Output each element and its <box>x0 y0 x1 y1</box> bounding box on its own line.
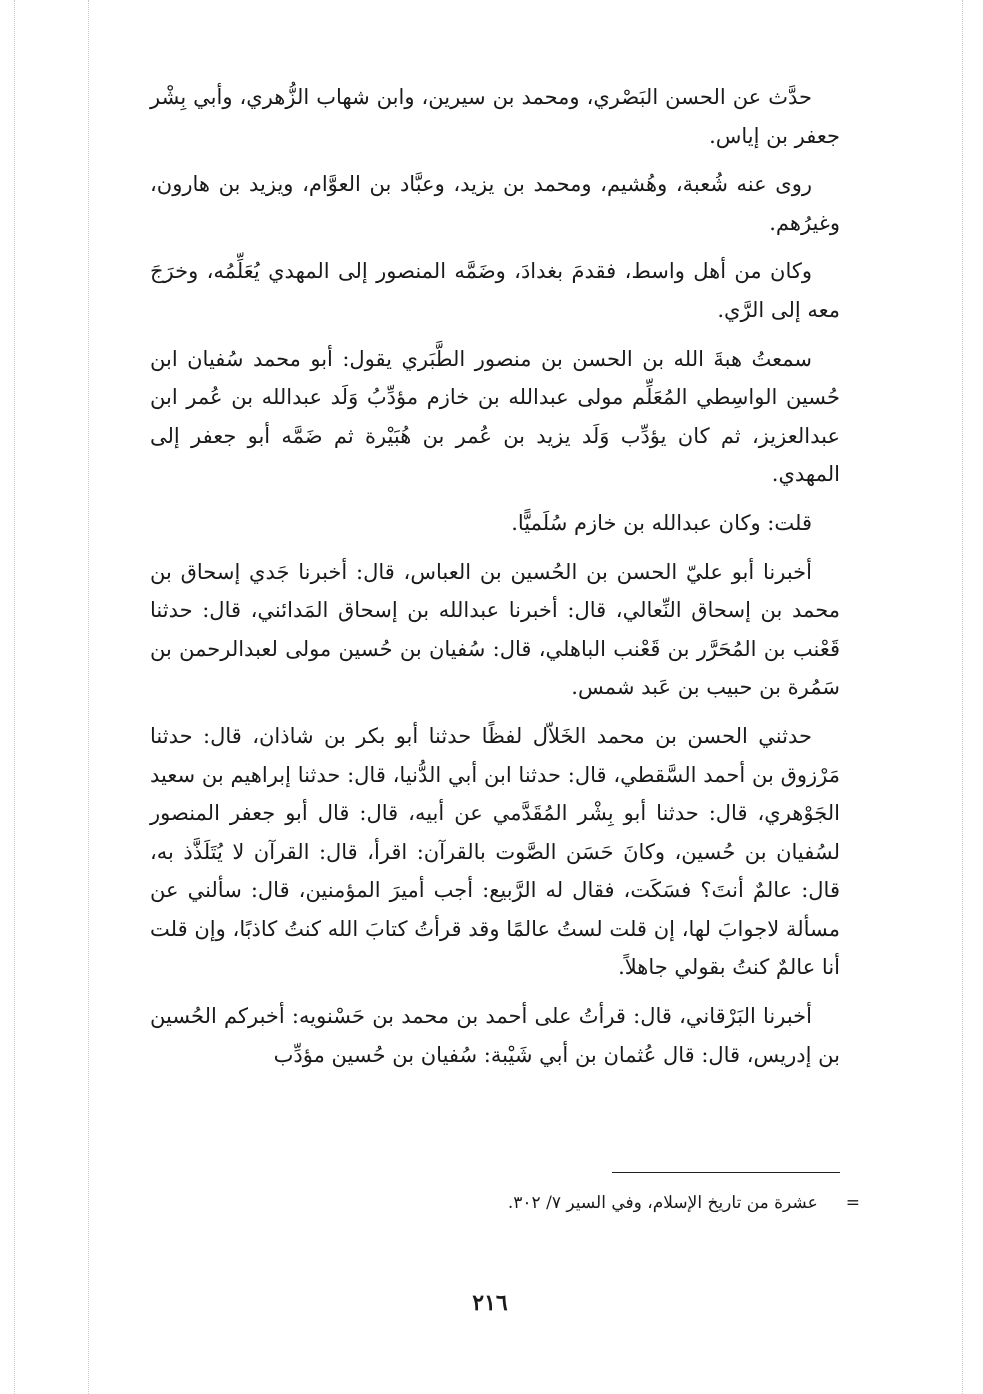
footnote-separator <box>612 1172 840 1173</box>
paragraph-7: حدثني الحسن بن محمد الخَلاّل لفظًا حدثنا أبو بكر بن شاذان، قال: حدثنا مَرْزوق بن أحمد السَّقطي، قال: حدثنا ابن أبي الدُّنيا، قال: حدثنا إبراهيم بن سعيد الجَوْهري، قال: حدثنا أبو بِشْر المُقَدَّمي عن أبيه، قال: قال أبو جعفر المنصور لسُفيان بن حُسين، وكانَ حَسَن الصَّوت بالقرآن: اقرأ، قال: القرآن لا يُتَلَذَّذ به، قال: عالمٌ أنتَ؟ فسَكَت، فقال له الرَّبيع: أجب أميرَ المؤمنين، قال: سألني عن مسألة لاجوابَ لها، إن قلت لستُ عالمًا وقد قرأتُ كتابَ الله كنتُ كاذبًا، وإن قلت أنا عالمٌ كنتُ بقولي جاهلاً. <box>150 723 840 980</box>
paragraph-3: وكان من أهل واسط، فقدمَ بغدادَ، وضَمَّه المنصور إلى المهدي يُعَلِّمُه، وخرَجَ معه إلى الرَّي. <box>150 259 840 322</box>
paragraph-8: أخبرنا البَرْقاني، قال: قرأتُ على أحمد بن محمد بن حَسْنويه: أخبركم الحُسين بن إدريس، قال: قال عُثمان بن أبي شَيْبة: سُفيان بن حُسين مؤدِّب <box>150 1004 840 1067</box>
main-text <box>150 78 840 1084</box>
scan-artifact-line <box>88 0 89 1394</box>
scan-artifact-line <box>14 0 15 1394</box>
footnote-marker: = <box>845 1193 860 1213</box>
scan-artifact-line <box>962 0 963 1394</box>
paragraph-5: قلت: وكان عبدالله بن خازم سُلَميًّا. <box>511 510 812 535</box>
paragraph-1: حدَّث عن الحسن البَصْري، ومحمد بن سيرين، وابن شهاب الزُّهري، وأبي بِشْر جعفر بن إياس. <box>150 85 840 148</box>
paragraph-6: أخبرنا أبو عليّ الحسن بن الحُسين بن العباس، قال: أخبرنا جَدي إسحاق بن محمد بن إسحاق النِّعالي، قال: أخبرنا عبدالله بن إسحاق المَدائني، قال: حدثنا قَعْنب بن المُحَرَّر بن قَعْنب الباهلي، قال: سُفيان بن حُسين مولى لعبدالرحمن بن سَمُرة بن حبيب بن عَبد شمس. <box>150 559 840 700</box>
footnote-text: عشرة من تاريخ الإسلام، وفي السير ٧/ ٣٠٢. <box>507 1193 818 1213</box>
paragraph-2: روى عنه شُعبة، وهُشيم، ومحمد بن يزيد، وعبَّاد بن العوَّام، ويزيد بن هارون، وغيرُهم. <box>150 172 840 235</box>
paragraph-4: سمعتُ هبةَ الله بن الحسن بن منصور الطَّبَري يقول: أبو محمد سُفيان ابن حُسين الواسِطي المُعَلِّم مولى عبدالله بن خازم مؤدِّبُ وَلَد عبدالله بن عُمر ابن عبدالعزيز، ثم كان يؤدِّب وَلَد يزيد بن عُمر بن هُبَيْرة ثم ضَمَّه أبو جعفر إلى المهدي. <box>150 346 840 487</box>
footnote <box>420 1190 860 1216</box>
page-number: ٢١٦ <box>472 1290 508 1316</box>
